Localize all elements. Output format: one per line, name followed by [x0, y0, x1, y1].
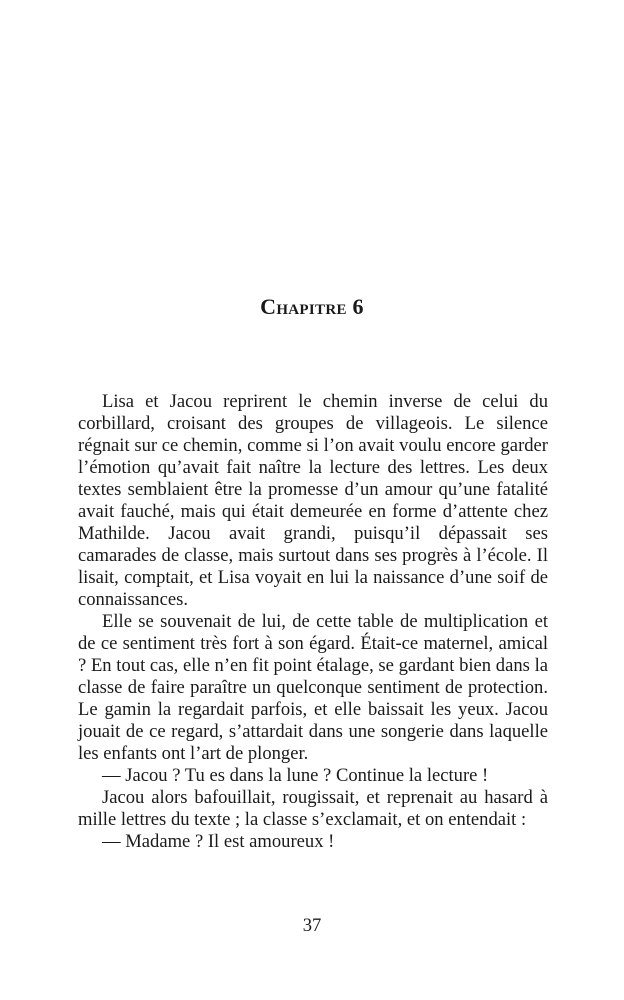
chapter-body — [78, 391, 548, 853]
chapter-title: Chapitre 6 — [260, 294, 364, 319]
paragraph: Jacou alors bafouillait, rougissait, et reprenait au hasard à mille lettres du texte ; la classe s’exclamait, et on entendait : — [78, 787, 548, 830]
dialogue-line: — Madame ? Il est amoureux ! — [102, 831, 335, 852]
dialogue-line: — Jacou ? Tu es dans la lune ? Continue la lecture ! — [102, 765, 489, 786]
paragraph: Lisa et Jacou reprirent le chemin inverse de celui du corbillard, croisant des groupes de villageois. Le silence régnait sur ce chemin, comme si l’on avait voulu encore garder l’émotion qu’avait fait naître la lecture des lettres. Les deux textes semblaient être la promesse d’un amour qu’une fatalité avait fauché, mais qui était demeurée en forme d’attente chez Mathilde. Jacou avait grandi, puisqu’il dépassait ses camarades de classe, mais surtout dans ses progrès à l’école. Il lisait, comptait, et Lisa voyait en lui la naissance d’une soif de connaissances. — [78, 391, 548, 610]
page-number: 37 — [302, 915, 322, 936]
paragraph: Elle se souvenait de lui, de cette table de multiplication et de ce sentiment très fort à son égard. Était-ce maternel, amical ? En tout cas, elle n’en fit point étalage, se gardant bien dans la classe de faire paraître un quelconque sentiment de protection. Le gamin la regardait parfois, et elle baissait les yeux. Jacou jouait de ce regard, s’attardait dans une songerie dans laquelle les enfants ont l’art de plonger. — [78, 611, 548, 764]
